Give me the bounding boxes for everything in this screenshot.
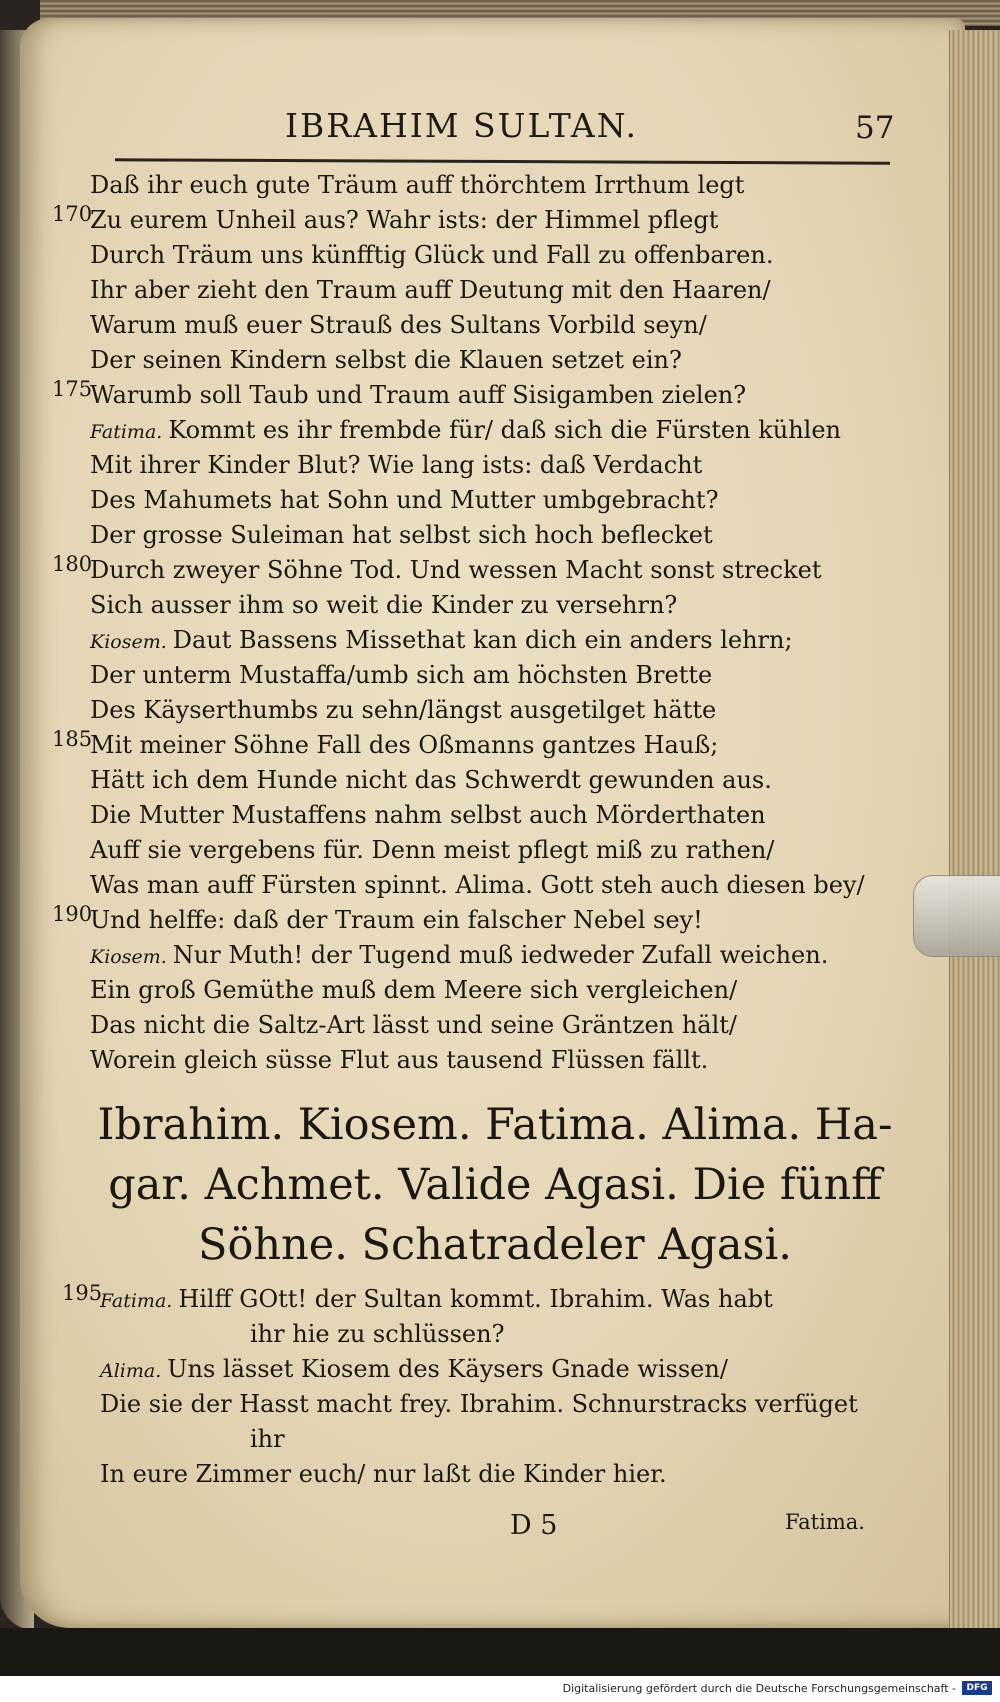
verse-text: Durch zweyer Söhne Tod. Und wessen Macht sonst strecket — [90, 556, 822, 584]
verse-line — [100, 1317, 900, 1352]
verse-block-1 — [52, 168, 890, 1078]
verse-line — [62, 1281, 900, 1317]
verse-line — [90, 588, 890, 623]
page-stack-edge — [949, 30, 1000, 1650]
paper-clip — [913, 875, 1000, 957]
verse-text: Zu eurem Unheil aus? Wahr ists: der Himmel pflegt — [90, 206, 719, 234]
verse-text: Daß ihr euch gute Träum auff thörchtem Irrthum legt — [90, 171, 745, 199]
verse-line — [90, 763, 890, 798]
verse-line — [100, 1352, 900, 1387]
verse-text: Durch Träum uns künfftig Glück und Fall zu offenbaren. — [90, 241, 774, 269]
verse-line — [100, 1387, 900, 1422]
verse-text: Mit ihrer Kinder Blut? Wie lang ists: daß Verdacht — [90, 451, 703, 479]
speaker-name: Fatima. — [100, 1290, 173, 1312]
verse-text: Warumb soll Taub und Traum auff Sisigamben zielen? — [90, 381, 747, 409]
verse-text: Des Mahumets hat Sohn und Mutter umbgebracht? — [90, 486, 719, 514]
line-number: 175 — [52, 377, 93, 401]
verse-line — [52, 552, 890, 588]
speaker-name: Fatima. — [90, 421, 163, 443]
verse-line — [100, 1422, 900, 1457]
verse-text: ihr hie zu schlüssen? — [250, 1320, 505, 1348]
catchword: Fatima. — [785, 1510, 865, 1534]
verse-line — [90, 973, 890, 1008]
footer-credit: Digitalisierung gefördert durch die Deutsche Forschungsgemeinschaft - — [562, 1682, 956, 1695]
verse-text: Was man auff Fürsten spinnt. Alima. Gott steh auch diesen bey/ — [90, 871, 865, 899]
verse-line — [52, 727, 890, 763]
verse-text: Der grosse Suleiman hat selbst sich hoch beflecket — [90, 521, 713, 549]
line-number: 170 — [52, 202, 93, 226]
line-number: 180 — [52, 552, 93, 576]
verse-text: Worein gleich süsse Flut aus tausend Flüssen fällt. — [90, 1046, 709, 1074]
verse-line — [90, 623, 890, 658]
verse-line — [90, 1043, 890, 1078]
verse-line — [90, 833, 890, 868]
verse-text: Auff sie vergebens für. Denn meist pflegt miß zu rathen/ — [90, 836, 775, 864]
verse-line — [90, 798, 890, 833]
verse-text: Mit meiner Söhne Fall des Oßmanns gantzes Hauß; — [90, 731, 719, 759]
verse-line — [52, 377, 890, 413]
verse-line — [90, 273, 890, 308]
verse-text: Die Mutter Mustaffens nahm selbst auch Mörderthaten — [90, 801, 766, 829]
scene-heading-line: Ibrahim. Kiosem. Fatima. Alima. Ha- — [97, 1100, 893, 1150]
verse-text: Warum muß euer Strauß des Sultans Vorbild seyn/ — [90, 311, 707, 339]
verse-line — [100, 1457, 900, 1492]
verse-text: Daut Bassens Missethat kan dich ein anders lehrn; — [172, 626, 793, 654]
verse-line — [90, 938, 890, 973]
verse-text: Sich ausser ihm so weit die Kinder zu versehrn? — [90, 591, 678, 619]
scene-heading — [95, 1095, 895, 1275]
running-title: IBRAHIM SULTAN. — [285, 106, 638, 145]
verse-line — [90, 1008, 890, 1043]
verse-text: Nur Muth! der Tugend muß iedweder Zufall weichen. — [172, 941, 829, 969]
verse-text: Uns lässet Kiosem des Käysers Gnade wissen/ — [167, 1355, 728, 1383]
verse-text: Des Käyserthumbs zu sehn/längst ausgetilget hätte — [90, 696, 717, 724]
line-number: 185 — [52, 727, 93, 751]
verse-line — [52, 902, 890, 938]
verse-line — [90, 518, 890, 553]
line-number: 195 — [62, 1281, 103, 1305]
verse-line — [90, 448, 890, 483]
scene-heading-line: Söhne. Schatradeler Agasi. — [198, 1220, 792, 1270]
verse-line — [90, 238, 890, 273]
verse-text: Und helffe: daß der Traum ein falscher Nebel sey! — [90, 906, 703, 934]
verse-text: Hätt ich dem Hunde nicht das Schwerdt gewunden aus. — [90, 766, 772, 794]
speaker-name: Kiosem. — [90, 946, 167, 968]
speaker-name: Alima. — [100, 1360, 162, 1382]
scan-bottom-edge — [0, 1628, 1000, 1676]
verse-line — [90, 343, 890, 378]
verse-block-2 — [62, 1281, 900, 1492]
verse-text: Ihr aber zieht den Traum auff Deutung mit den Haaren/ — [90, 276, 771, 304]
verse-line — [90, 658, 890, 693]
verse-line — [90, 693, 890, 728]
verse-line — [90, 308, 890, 343]
verse-text: In eure Zimmer euch/ nur laßt die Kinder hier. — [100, 1460, 667, 1488]
verse-text: Kommt es ihr frembde für/ daß sich die Fürsten kühlen — [168, 416, 841, 444]
line-number: 190 — [52, 902, 93, 926]
verse-text: Das nicht die Saltz-Art lässt und seine Gräntzen hält/ — [90, 1011, 738, 1039]
verse-text: Der seinen Kindern selbst die Klauen setzet ein? — [90, 346, 682, 374]
speaker-name: Kiosem. — [90, 631, 167, 653]
signature-mark: D 5 — [510, 1510, 558, 1541]
verse-text: ihr — [250, 1425, 285, 1453]
verse-line — [90, 483, 890, 518]
dfg-logo: DFG — [962, 1681, 992, 1695]
verse-line — [90, 168, 890, 203]
page-number: 57 — [855, 110, 895, 146]
scene-heading-line: gar. Achmet. Valide Agasi. Die fünff — [108, 1160, 882, 1210]
verse-line — [90, 413, 890, 448]
verse-text: Der unterm Mustaffa/umb sich am höchsten Brette — [90, 661, 713, 689]
verse-text: Hilff GOtt! der Sultan kommt. Ibrahim. Was habt — [178, 1285, 773, 1313]
verse-text: Ein groß Gemüthe muß dem Meere sich vergleichen/ — [90, 976, 738, 1004]
verse-line — [52, 202, 890, 238]
verse-text: Die sie der Hasst macht frey. Ibrahim. Schnurstracks verfüget — [100, 1390, 858, 1418]
verse-line — [90, 868, 890, 903]
